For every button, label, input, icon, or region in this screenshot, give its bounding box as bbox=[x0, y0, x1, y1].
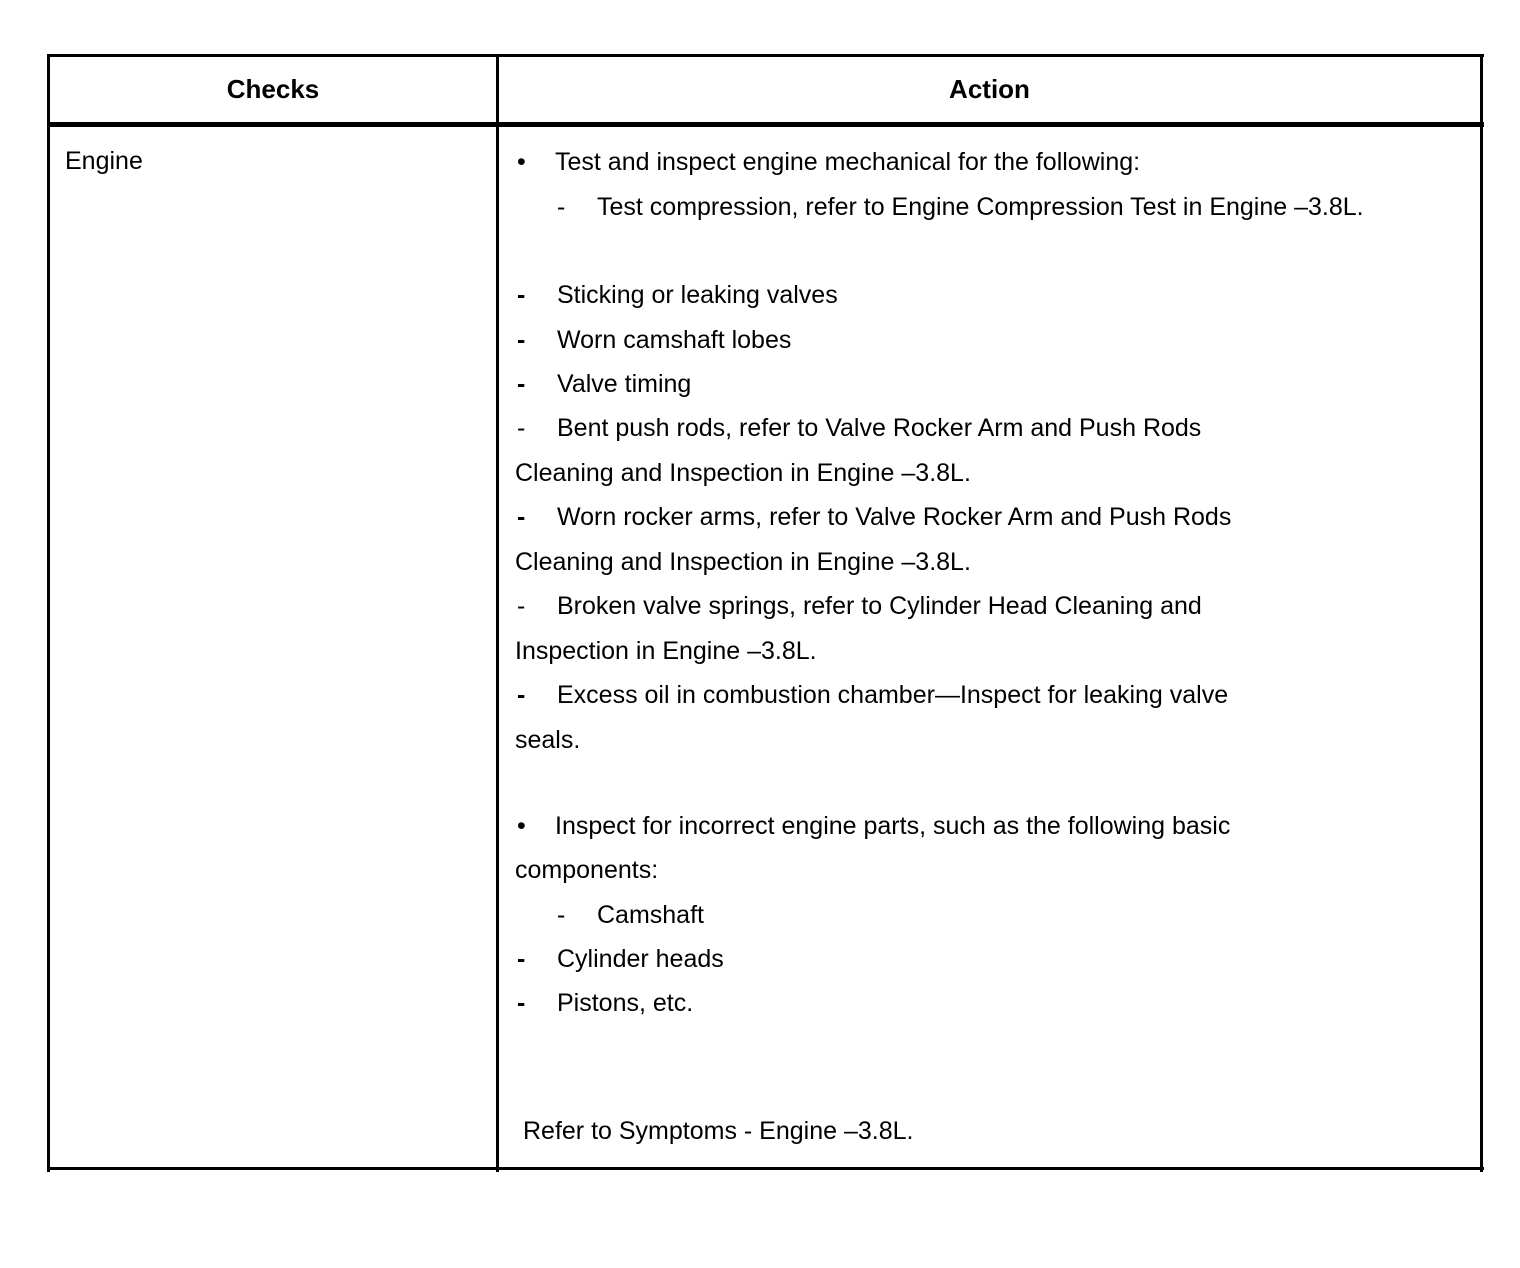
action-text: Worn camshaft lobes bbox=[557, 326, 792, 354]
action-line bbox=[557, 192, 1364, 222]
action-text: Excess oil in combustion chamber—Inspect for leaking valve bbox=[557, 681, 1229, 709]
header-action: Action bbox=[949, 73, 1030, 104]
action-text: seals. bbox=[515, 726, 581, 754]
symptoms-reference bbox=[523, 1116, 913, 1146]
dash-marker: - bbox=[517, 989, 526, 1017]
action-text: Inspect for incorrect engine parts, such as the following basic bbox=[555, 812, 1231, 840]
action-line bbox=[515, 458, 971, 488]
action-line bbox=[517, 591, 1202, 621]
dash-marker: - bbox=[517, 414, 526, 442]
bullet-marker: • bbox=[517, 148, 526, 176]
action-line bbox=[517, 502, 1231, 532]
action-line bbox=[515, 547, 971, 577]
action-text: Bent push rods, refer to Valve Rocker Arm and Push Rods bbox=[557, 414, 1202, 442]
action-line bbox=[517, 325, 791, 355]
action-line bbox=[517, 811, 1230, 841]
action-line bbox=[517, 413, 1201, 443]
table-left-border bbox=[47, 54, 50, 1172]
action-text: Inspection in Engine –3.8L. bbox=[515, 637, 817, 665]
action-text: Cleaning and Inspection in Engine –3.8L. bbox=[515, 548, 971, 576]
dash-marker: - bbox=[517, 681, 526, 709]
action-text: Worn rocker arms, refer to Valve Rocker Arm and Push Rods bbox=[557, 503, 1232, 531]
action-line bbox=[517, 280, 838, 310]
check-engine: Engine bbox=[65, 147, 143, 175]
action-text: Refer to Symptoms - Engine –3.8L. bbox=[523, 1117, 914, 1145]
header-checks: Checks bbox=[226, 73, 320, 104]
dash-marker: - bbox=[517, 370, 526, 398]
action-line bbox=[515, 636, 817, 666]
action-text: components: bbox=[515, 856, 659, 884]
action-text: Cleaning and Inspection in Engine –3.8L. bbox=[515, 459, 971, 487]
action-line bbox=[557, 900, 704, 930]
table-bottom-border bbox=[47, 1167, 1484, 1170]
action-line bbox=[515, 855, 658, 885]
column-divider bbox=[496, 54, 499, 1172]
dash-marker: - bbox=[517, 592, 526, 620]
action-text: Test compression, refer to Engine Compression Test in Engine –3.8L. bbox=[597, 193, 1364, 221]
action-text: Broken valve springs, refer to Cylinder Head Cleaning and bbox=[557, 592, 1202, 620]
action-text: Valve timing bbox=[557, 370, 692, 398]
dash-marker: - bbox=[517, 281, 526, 309]
dash-marker: - bbox=[517, 945, 526, 973]
action-line bbox=[517, 147, 1140, 177]
table-right-border bbox=[1480, 54, 1483, 1172]
action-text: Cylinder heads bbox=[557, 945, 724, 973]
action-text: Camshaft bbox=[597, 901, 704, 929]
action-text: Pistons, etc. bbox=[557, 989, 694, 1017]
dash-marker: - bbox=[557, 193, 566, 221]
bullet-marker: • bbox=[517, 812, 526, 840]
action-line bbox=[517, 988, 693, 1018]
action-line bbox=[517, 369, 691, 399]
action-text: Sticking or leaking valves bbox=[557, 281, 838, 309]
action-line bbox=[517, 944, 724, 974]
action-text: Test and inspect engine mechanical for the following: bbox=[555, 148, 1141, 176]
dash-marker: - bbox=[517, 503, 526, 531]
dash-marker: - bbox=[557, 901, 566, 929]
dash-marker: - bbox=[517, 326, 526, 354]
action-line bbox=[515, 725, 580, 755]
action-line bbox=[517, 680, 1228, 710]
